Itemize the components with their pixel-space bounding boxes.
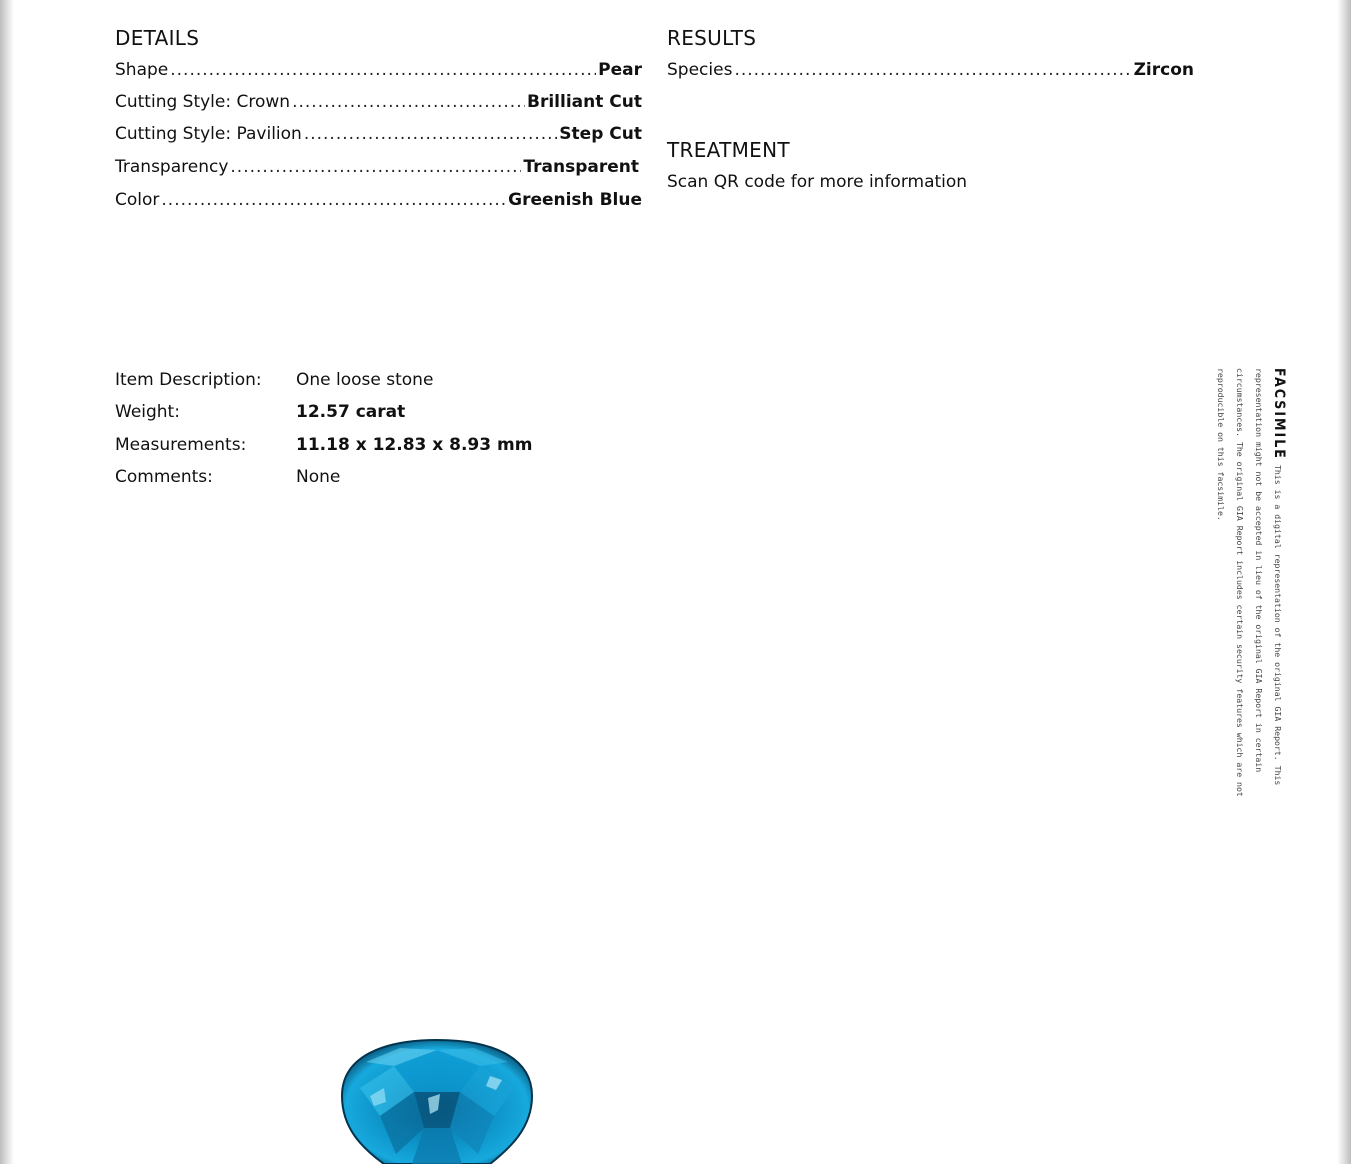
dot-leader xyxy=(170,60,596,80)
page-shadow-left xyxy=(0,0,14,1164)
treatment-text: Scan QR code for more information xyxy=(667,172,968,192)
dot-leader xyxy=(230,157,521,177)
measurements-value: 11.18 x 12.83 x 8.93 mm xyxy=(296,435,533,455)
item-description-value: One loose stone xyxy=(296,370,434,390)
details-label: Color xyxy=(115,190,160,210)
details-label: Cutting Style: Crown xyxy=(115,92,291,112)
results-label: Species xyxy=(667,60,733,80)
details-row-transparency xyxy=(115,157,639,181)
details-label: Transparency xyxy=(115,157,229,177)
page-shadow-right xyxy=(1337,0,1351,1164)
dot-leader xyxy=(292,92,525,112)
details-value: Brilliant Cut xyxy=(527,92,642,112)
details-value: Transparent xyxy=(523,157,639,177)
details-label: Shape xyxy=(115,60,169,80)
comments-label: Comments: xyxy=(115,467,213,487)
gemstone-image xyxy=(340,1036,534,1164)
report-page xyxy=(14,0,1337,1164)
comments-value: None xyxy=(296,467,341,487)
details-label: Cutting Style: Pavilion xyxy=(115,124,302,144)
item-description-label: Item Description: xyxy=(115,370,262,390)
details-row-color xyxy=(115,190,642,214)
treatment-heading: TREATMENT xyxy=(667,138,790,162)
dot-leader xyxy=(304,124,557,144)
facsimile-notice xyxy=(1216,368,1290,824)
measurements-label: Measurements: xyxy=(115,435,247,455)
weight-value: 12.57 carat xyxy=(296,402,406,422)
results-value: Zircon xyxy=(1133,60,1194,80)
details-row-cutting-pavilion xyxy=(115,124,642,148)
details-value: Step Cut xyxy=(559,124,642,144)
details-value: Pear xyxy=(598,60,642,80)
weight-label: Weight: xyxy=(115,402,180,422)
dot-leader xyxy=(734,60,1131,80)
results-heading: RESULTS xyxy=(667,26,757,50)
dot-leader xyxy=(161,190,506,210)
facsimile-text: This is a digital representation of the original GIA Report. This representation might not be accepted in lieu of the original GIA Report in certain circumstances. The original GIA Report includes certain security features which are not reproducible on this facsimile. xyxy=(1216,368,1283,797)
details-row-shape xyxy=(115,60,642,84)
details-heading: DETAILS xyxy=(115,26,200,50)
results-row-species xyxy=(667,60,1194,84)
facsimile-title: FACSIMILE xyxy=(1271,368,1287,460)
details-row-cutting-crown xyxy=(115,92,642,116)
details-value: Greenish Blue xyxy=(508,190,642,210)
